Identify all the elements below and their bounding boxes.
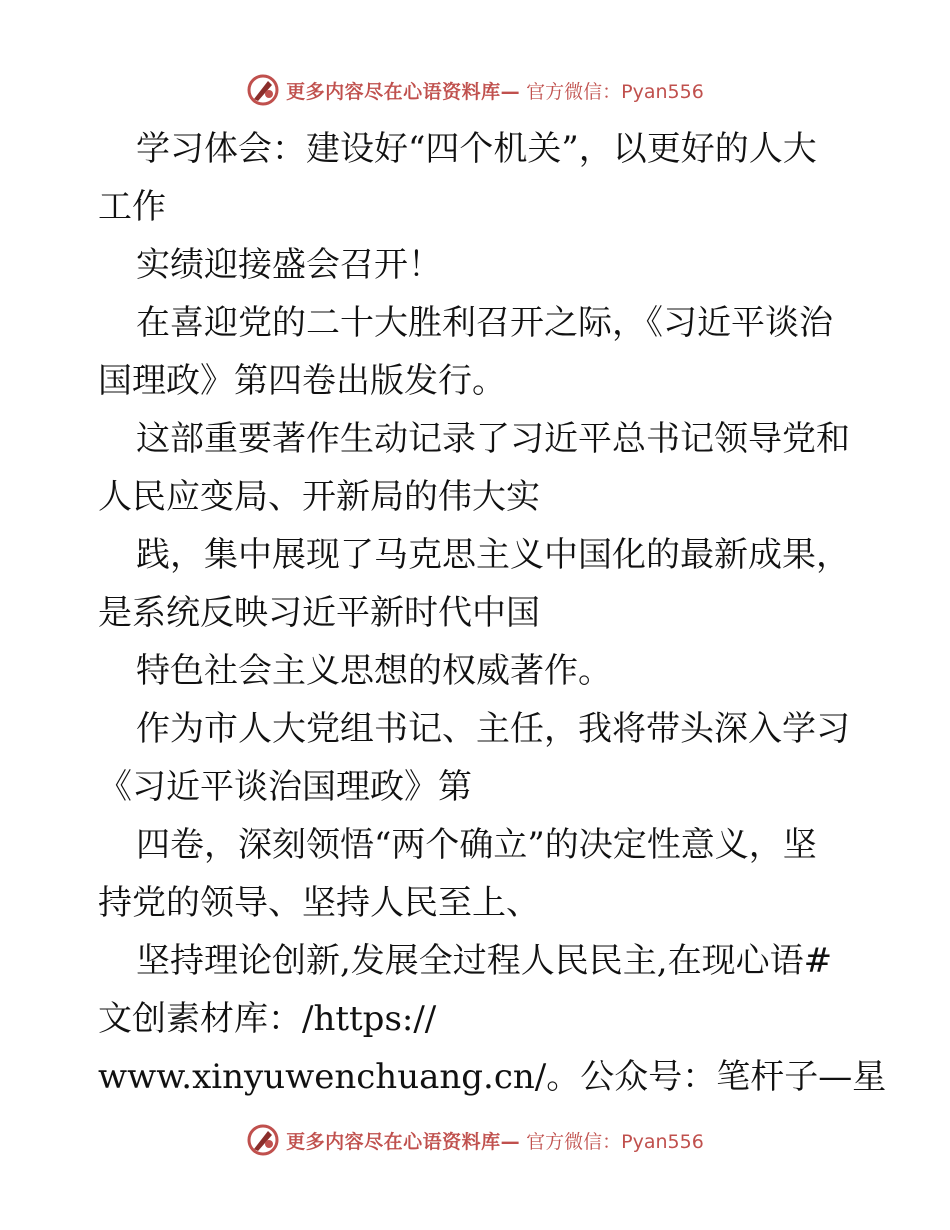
text-line: 持党的领导、坚持人民至上、	[98, 883, 540, 923]
text-line: 特色社会主义思想的权威著作。	[136, 651, 612, 691]
quill-logo-icon	[246, 1123, 280, 1157]
text-line: 是系统反映习近平新时代中国	[98, 593, 540, 633]
watermark-wechat: 官方微信：Pyan556	[526, 80, 704, 103]
watermark-text: 更多内容尽在心语资料库—	[286, 1130, 521, 1153]
quill-logo-icon	[246, 73, 280, 107]
text-line: www.xinyuwenchuang.cn/。公众号：笔杆子—星	[98, 1057, 887, 1097]
text-line: 学习体会：建设好“四个机关”，以更好的人大	[136, 129, 817, 169]
text-line: 国理政》第四卷出版发行。	[98, 361, 506, 401]
text-line: 这部重要著作生动记录了习近平总书记领导党和	[136, 419, 850, 459]
text-line: 人民应变局、开新局的伟大实	[98, 477, 540, 517]
text-line: 实绩迎接盛会召开！	[136, 245, 442, 285]
text-line: 坚持理论创新,发展全过程人民民主,在现心语#	[136, 941, 833, 981]
text-line: 工作	[98, 187, 166, 227]
document-body	[98, 120, 887, 1106]
watermark-banner-top	[0, 70, 950, 110]
watermark-text: 更多内容尽在心语资料库—	[286, 80, 521, 103]
text-line: 作为市人大党组书记、主任，我将带头深入学习	[136, 709, 850, 749]
text-line: 《习近平谈治国理政》第	[98, 767, 472, 807]
text-line: 践，集中展现了马克思主义中国化的最新成果，	[136, 535, 850, 575]
text-line: 在喜迎党的二十大胜利召开之际，《习近平谈治	[136, 303, 833, 343]
watermark-banner-bottom	[0, 1120, 950, 1160]
watermark-wechat: 官方微信：Pyan556	[526, 1130, 704, 1153]
text-line: 四卷，深刻领悟“两个确立”的决定性意义，坚	[136, 825, 817, 865]
text-line: 文创素材库：/https://	[98, 999, 437, 1039]
